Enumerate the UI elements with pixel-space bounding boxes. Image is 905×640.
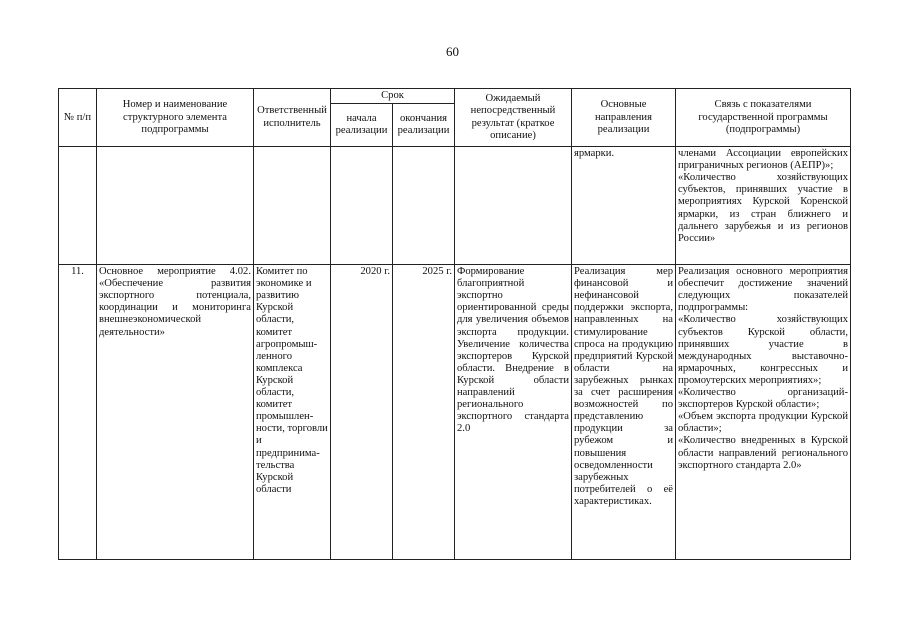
indicator-text: «Объем экспорта продукции Курской области»; bbox=[678, 411, 848, 435]
indicator-text: «Количество хозяйствующих субъектов Курской области, принявших участие в международных выставочно-ярмарочных, конгрессных и промоутерских мероприятиях»; bbox=[678, 314, 848, 386]
header-term-end: окончания реализации bbox=[393, 104, 455, 147]
cell-directions: ярмарки. bbox=[572, 147, 676, 265]
header-term: Срок bbox=[331, 89, 455, 104]
cell-term-start bbox=[331, 147, 393, 265]
cell-element-name: Основное мероприятие 4.02. «Обеспечение развития экспортного потенциала, координации и мониторинга внешнеэкономической деятельности» bbox=[97, 265, 254, 560]
cell-term-end: 2025 г. bbox=[393, 265, 455, 560]
cell-indicator-link bbox=[676, 265, 851, 560]
cell-element-name bbox=[97, 147, 254, 265]
cell-responsible: Комитет по экономике и развитию Курской области, комитет агропромыш-ленного комплекса Курской области, комитет промышлен-ности, торговли и предпринима-тельства Курской области bbox=[254, 265, 331, 560]
cell-number: 11. bbox=[59, 265, 97, 560]
header-expected-result: Ожидаемый непосредственный результат (краткое описание) bbox=[455, 89, 572, 147]
indicator-text: «Количество хозяйствующих субъектов, принявших участие в мероприятиях Курской Коренской ярмарки, из стран ближнего и дальнего зарубежья и из регионов России» bbox=[678, 172, 848, 244]
header-term-start: начала реализации bbox=[331, 104, 393, 147]
cell-expected-result bbox=[455, 147, 572, 265]
header-directions: Основные направления реализации bbox=[572, 89, 676, 147]
cell-directions: Реализация мер финансовой и нефинансовой поддержки экспорта, направленных на стимулирование спроса на продукцию предприятий Курской области на зарубежных рынках за счет расширения возможностей по представлению продукции за рубежом и повышения осведомленности зарубежных потребителей о её характеристиках. bbox=[572, 265, 676, 560]
indicator-text: членами Ассоциации европейских приграничных регионов (АЕПР)»; bbox=[678, 148, 848, 172]
indicator-text: «Количество организаций-экспортеров Курской области»; bbox=[678, 387, 848, 411]
header-indicator-link: Связь с показателями государственной программы (подпрограммы) bbox=[676, 89, 851, 147]
indicator-text: Реализация основного мероприятия обеспечит достижение значений следующих показателей подпрограммы: bbox=[678, 266, 848, 314]
table-row-11 bbox=[59, 265, 851, 560]
cell-term-end bbox=[393, 147, 455, 265]
table-row-continuation bbox=[59, 147, 851, 265]
indicator-text: «Количество внедренных в Курской области направлений регионального экспортного стандарта 2.0» bbox=[678, 435, 848, 471]
header-responsible: Ответственный исполнитель bbox=[254, 89, 331, 147]
cell-term-start: 2020 г. bbox=[331, 265, 393, 560]
page-number: 60 bbox=[446, 44, 459, 59]
cell-number bbox=[59, 147, 97, 265]
header-number: № п/п bbox=[59, 89, 97, 147]
cell-indicator-link bbox=[676, 147, 851, 265]
cell-expected-result: Формирование благоприятной экспортно ориентированной среды для увеличения объемов экспорта продукции. Увеличение количества экспортеров Курской области. Внедрение в Курской области направлений регионального экспортного стандарта 2.0 bbox=[455, 265, 572, 560]
header-element-name: Номер и наименование структурного элемента подпрограммы bbox=[97, 89, 254, 147]
subprogram-table bbox=[58, 88, 851, 560]
cell-responsible bbox=[254, 147, 331, 265]
